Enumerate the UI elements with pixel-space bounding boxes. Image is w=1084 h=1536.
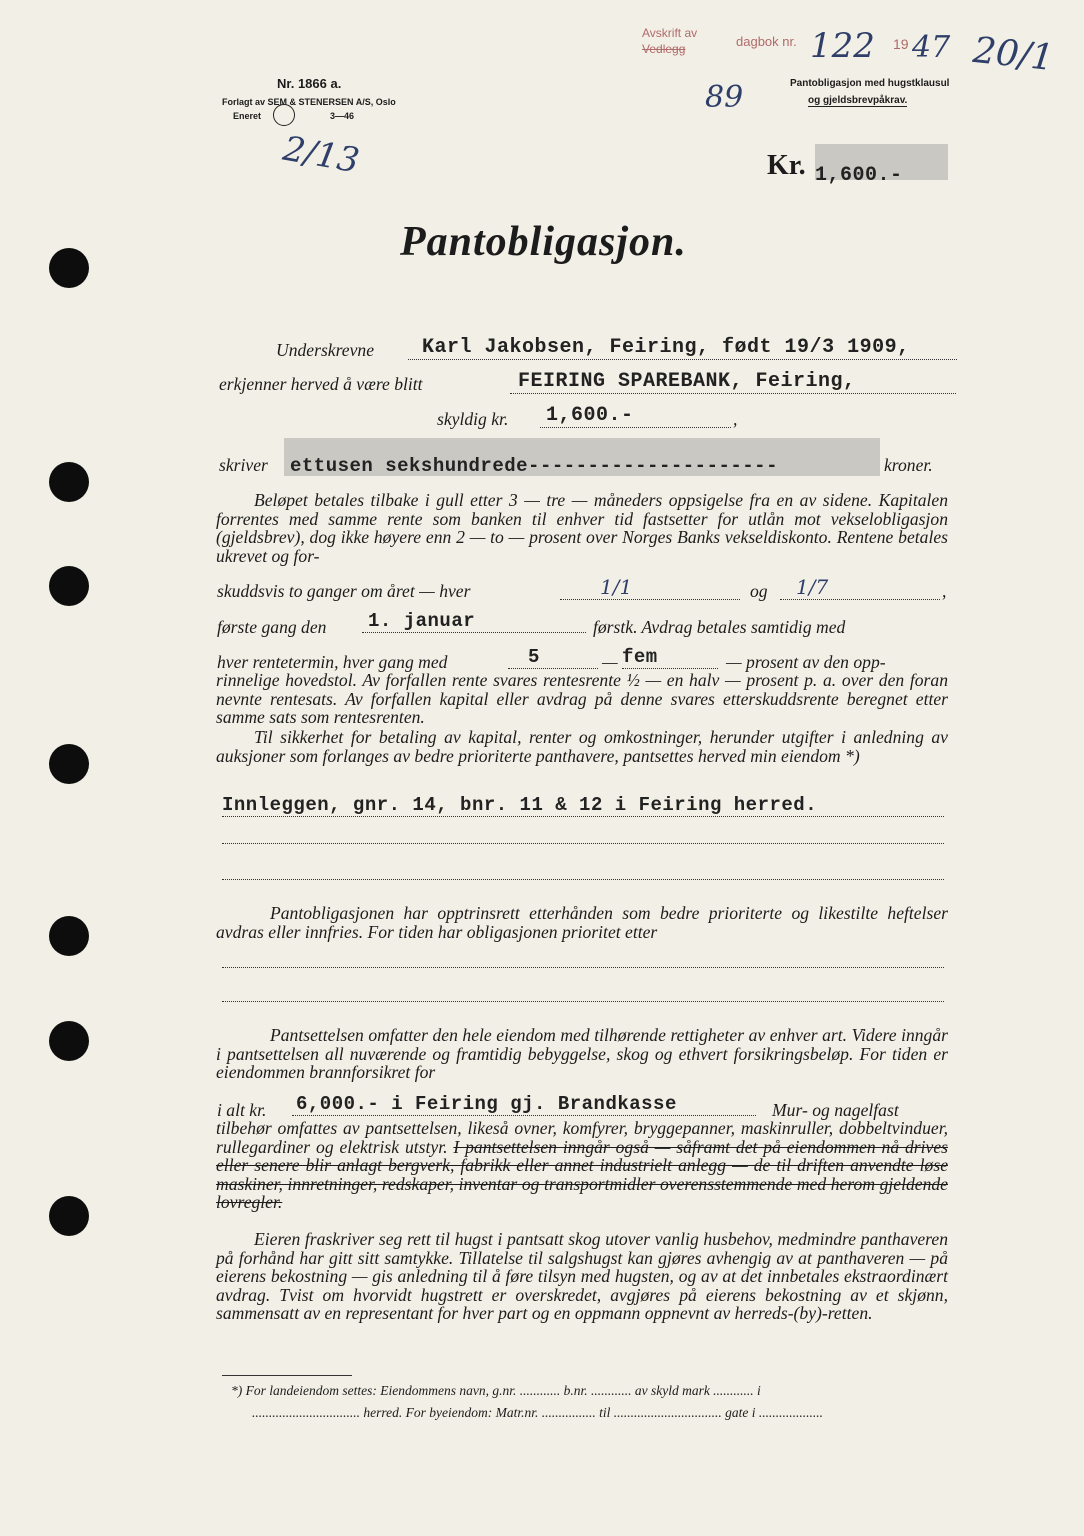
blank-line (222, 842, 944, 844)
page-note: 89 (705, 80, 744, 115)
punch-hole (49, 566, 89, 606)
interest-label: skuddsvis to ganger om året — hver (217, 581, 471, 601)
debtor-label: Underskrevne (276, 340, 375, 360)
dagbok-number: 122 (810, 26, 875, 66)
struck-text: I pantsettelsen inngår også — såframt det på eiendommen nå drives eller senere blir anlagt bergverk, fabrikk eller annet industrielt anlegg — de til driften anvendte løse maskiner, innretninger, redskaper, inventar og transportmidler overensstemmende med herom gjeldende lovregler. (216, 1136, 948, 1213)
stamp-year-prefix: 19 (893, 36, 909, 52)
debt-value: 1,600.- (540, 404, 731, 428)
footnote-rule (222, 1374, 352, 1376)
debt-label: skyldig kr. (437, 409, 509, 429)
fixtures-block (216, 1119, 948, 1212)
words-label: skriver (219, 455, 268, 475)
type-note-line2: og gjeldsbrevpåkrav. (808, 95, 908, 106)
security-paragraph: Til sikkerhet for betaling av kapital, renter og omkostninger, herunder utgifter i anledning av auksjoner som forlanges av bedre prioriterte panthavere, pantsettes herved min eiendom *) (216, 727, 948, 766)
installment-label: hver rentetermin, hver gang med (217, 652, 448, 672)
corner-handwritten-note: 2/13 (280, 128, 363, 182)
interest-og: og (750, 581, 768, 601)
interest-date1: 1/1 (560, 575, 740, 600)
blank-line (222, 878, 944, 880)
forest-paragraph: Eieren fraskriver seg rett til hugst i pantsatt skog utover vanlig husbehov, medmindre panthaveren på forhånd har gitt sitt samtykke. Tillatelse til salgshugst kan gjøres avhengig av at panthaveren — på eierens bekostning — gis anledning til å føre tilsyn med hugsten, og av at det innbetales ekstraordinært avdrag. Tvist om hvorvidt hugstrett er overskredet, avgjøres på eierens bekostning av et skjønn, sammensatt av en representant for hver part og en oppmann oppnevnt av herreds-(by)-retten. (216, 1229, 948, 1324)
date-handwritten: 20/1 (971, 29, 1056, 80)
debt-comma: , (733, 409, 738, 429)
type-note-line1: Pantobligasjon med hugstklausul (790, 78, 950, 89)
terms-paragraph: Beløpet betales tilbake i gull etter 3 — tre — måneders oppsigelse fra en av sidene. Kapitalen forrentes med samme rente som banken til enhver tid fastsetter for utlån mot vekselobligasjon (gjeldsbrev), dog ikke høyere enn 2 — to — prosent over Norges Banks vekseldiskonto. Rentene betales ukrevet og for- (216, 490, 948, 566)
stamp-vedlegg: Vedlegg (642, 42, 686, 56)
first-payment-value: 1. januar (362, 610, 586, 633)
amount-value: 1,600.- (815, 164, 903, 187)
installment-suffix: — prosent av den opp- (726, 652, 886, 672)
words-suffix: kroner. (884, 455, 933, 475)
publisher-date: 3—46 (330, 111, 355, 121)
first-payment-label: første gang den (217, 617, 327, 637)
year-suffix: 47 (912, 30, 951, 65)
interest-comma: , (942, 581, 947, 601)
stamp-avskrift: Avskrift av (642, 26, 698, 40)
publisher-line: Forlagt av SEM & STENERSEN A/S, Oslo (222, 97, 396, 107)
installment-words: fem (622, 646, 718, 669)
footnote-line2: ................................ herred. For byeiendom: Matr.nr. ................ til ................................ gate i ................... (252, 1405, 823, 1420)
form-number: Nr. 1866 a. (277, 76, 342, 91)
creditor-label: erkjenner herved å være blitt (219, 374, 423, 394)
insurance-label: i alt kr. (217, 1100, 267, 1120)
punch-hole (49, 462, 89, 502)
punch-hole (49, 248, 89, 288)
installment-dash: — (602, 652, 618, 672)
stamp-dagbok: dagbok nr. (736, 34, 797, 49)
publisher-eneret: Eneret (233, 111, 262, 121)
document-title: Pantobligasjon. (400, 219, 687, 265)
blank-line (222, 966, 944, 968)
insurance-value: 6,000.- i Feiring gj. Brandkasse (292, 1093, 756, 1116)
punch-hole (49, 744, 89, 784)
priority-paragraph: Pantobligasjonen har opptrinsrett etterhånden som bedre prioriterte og likestilte heftelser avdras eller innfries. For tiden har obligasjonen prioritet etter (216, 903, 948, 942)
punch-hole (49, 916, 89, 956)
fixtures-text: tilbehør omfattes av pantsettelsen, likeså ovner, komfyrer, bryggepanner, maskinruller, dobbeltvinduer, rullegardiner og elektrisk utstyr. (216, 1118, 948, 1157)
publisher-logo-icon (273, 104, 295, 126)
installment-value: 5 (508, 646, 598, 669)
property-value: Innleggen, gnr. 14, bnr. 11 & 12 i Feiring herred. (222, 794, 944, 817)
creditor-value: FEIRING SPAREBANK, Feiring, (510, 370, 956, 394)
default-paragraph: rinnelige hovedstol. Av forfallen rente svares rentesrente ½ — en halv — prosent p. a. over den foran nevnte rentesats. Av forfallen kapital eller avdrag på denne svares etterskuddsrente beregnet etter samme sats som rentesrenten. (216, 670, 948, 728)
words-value: ettusen sekshundrede--------------------- (290, 455, 778, 477)
scope-paragraph: Pantsettelsen omfatter den hele eiendom med tilhørende rettigheter av enhver art. Videre inngår i pantsettelsen all nuværende og framtidig bebyggelse, skog og ethvert forsikringsbeløp. For tiden er eiendommen brannforsikret for (216, 1025, 948, 1083)
interest-date2: 1/7 (780, 575, 940, 600)
first-payment-suffix: førstk. Avdrag betales samtidig med (593, 617, 846, 637)
punch-hole (49, 1021, 89, 1061)
amount-prefix: Kr. (767, 150, 806, 181)
footnote-line1: *) For landeiendom settes: Eiendommens navn, g.nr. ............ b.nr. ............ av skyld mark ............ i (231, 1383, 761, 1398)
debtor-value: Karl Jakobsen, Feiring, født 19/3 1909, (408, 336, 957, 360)
insurance-suffix: Mur- og nagelfast (772, 1100, 899, 1120)
punch-hole (49, 1196, 89, 1236)
blank-line (222, 1000, 944, 1002)
